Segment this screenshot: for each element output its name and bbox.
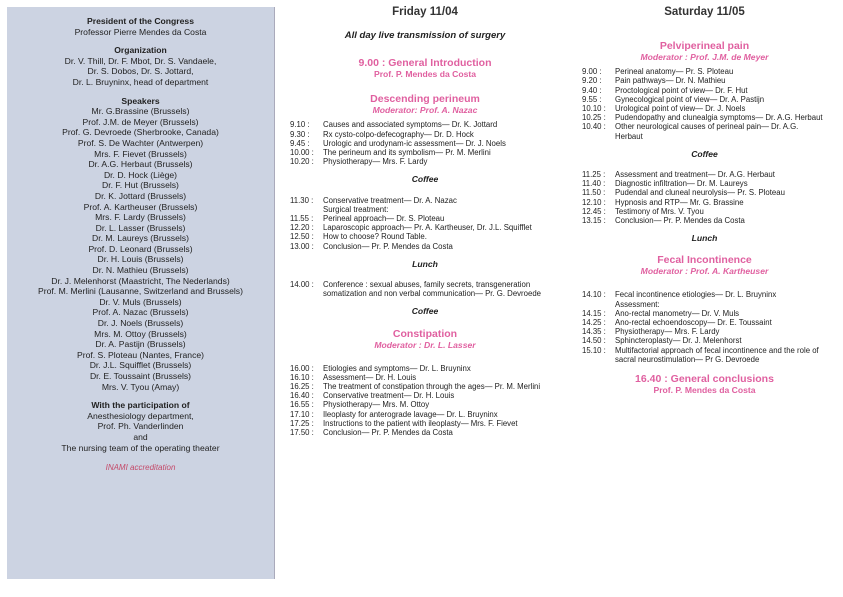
program-item [290,223,560,232]
program-item [582,309,827,318]
coffee-break-2: Coffee [411,306,439,317]
program-time: 16.00 : [290,363,314,373]
program-description: Laparoscopic approach— Pr. A. Kartheuser, Dr. J.L. Squifflet [323,223,532,233]
name-line: Mrs. M. Ottoy (Brussels) [94,328,187,339]
program-item [582,290,827,299]
program-item [290,364,560,373]
speakers-heading: Speakers [121,95,160,106]
program-description: Physiotherapy— Mrs. M. Ottoy [323,400,430,410]
president-section [7,16,274,37]
program-item [290,280,560,298]
friday-day-title: Friday 11/04 [392,6,458,18]
program-description: Ano-rectal echoendoscopy— Dr. E. Toussaint [615,318,772,328]
program-time: 13.15 : [582,216,606,226]
program-item [582,170,827,179]
inami-accreditation: INAMI accreditation [105,463,176,473]
program-item [290,391,560,400]
program-description: Proctological point of view— Dr. F. Hut [615,85,748,95]
program-description: The treatment of constipation through the ages— Pr. M. Merlini [323,382,541,392]
program-time: 13.00 : [290,241,314,251]
program-description: Physiotherapy— Mrs. F. Lardy [323,157,428,167]
program-time: 12.10 : [582,197,606,207]
program-item [582,198,827,207]
name-line: Prof. A. Nazac (Brussels) [92,307,189,318]
name-line: The nursing team of the operating theater [61,442,220,453]
name-line: Dr. V. Muls (Brussels) [99,296,182,307]
program-time: 11.50 : [582,188,606,198]
program-item [290,419,560,428]
program-item [290,157,560,166]
intro-moderator: Prof. P. Mendes da Costa [373,69,477,80]
name-line: Prof. S. Ploteau (Nantes, France) [76,349,205,360]
program-description: The perineum and its symbolism— Pr. M. Merlini [323,148,491,158]
program-item [582,318,827,327]
program-time: 9.20 : [582,76,602,86]
name-line: Mrs. F. Lardy (Brussels) [95,212,186,223]
saturday-day-title: Saturday 11/05 [664,6,745,18]
name-line: and [133,431,148,442]
name-line: Prof. Ph. Vanderlinden [97,421,184,432]
name-line: Mrs. V. Tyou (Amay) [101,381,180,392]
intro-title: 9.00 : General Introduction [358,57,492,70]
name-line: Dr. N. Mathieu (Brussels) [92,265,189,276]
program-description: Ileoplasty for anterograde lavage— Dr. L. Bruyninx [323,409,498,419]
program-description: Instructions to the patient with ileoplasty— Mrs. F. Fievet [323,418,518,428]
program-description: Conclusion— Pr. P. Mendes da Costa [323,428,453,438]
program-item [582,104,827,113]
name-line: Mrs. F. Fievet (Brussels) [94,148,187,159]
program-time: 9.55 : [582,94,602,104]
program-description: Physiotherapy— Mrs. F. Lardy [615,327,720,337]
program-time [582,300,615,309]
program-item [290,205,560,214]
conclusions-title: 16.40 : General conclusions [635,373,774,386]
program-item [582,76,827,85]
program-description: How to choose? Round Table. [323,232,427,242]
program-time: 17.10 : [290,409,314,419]
program-time: 10.40 : [582,122,606,132]
program-item [582,95,827,104]
name-line: Dr. A. Pastijn (Brussels) [95,339,186,350]
name-line: Prof. S. De Wachter (Antwerpen) [77,137,204,148]
program-description: Assessment: [615,299,660,309]
program-item [290,148,560,157]
program-description: Conference : sexual abuses, family secrets, transgeneration somatization and non verbal communication— Pr. G. Devroede [323,280,541,299]
program-time: 14.15 : [582,308,606,318]
president-name: Professor Pierre Mendes da Costa [74,26,207,37]
program-description: Perineal anatomy— Pr. S. Ploteau [615,67,734,77]
program-time: 11.25 : [582,170,606,180]
descending-moderator: Moderator: Prof. A. Nazac [372,105,478,116]
name-line: Anesthesiology department, [87,410,194,421]
name-line: Dr. D. Hock (Liège) [103,169,178,180]
program-time [290,205,323,214]
program-description: Rx cysto-colpo-defecography— Dr. D. Hock [323,129,474,139]
pelvi-moderator: Moderator : Prof. J.M. de Meyer [640,52,769,63]
program-item [290,214,560,223]
program-item [582,327,827,336]
participation-list [7,411,274,453]
friday-column [290,8,560,437]
speakers-section [7,96,274,393]
program-time: 12.50 : [290,232,314,242]
surgery-program [290,196,560,251]
fecal-title: Fecal Incontinence [657,254,752,267]
program-item [290,130,560,139]
program-description: Diagnostic infiltration— Dr. M. Laureys [615,179,748,189]
coffee-break-1: Coffee [411,174,439,185]
program-time: 16.10 : [290,372,314,382]
program-item [290,120,560,129]
saturday-coffee-break: Coffee [691,148,718,159]
name-line: Dr. F. Hut (Brussels) [102,180,179,191]
program-description: Ano-rectal manometry— Dr. V. Muls [615,308,740,318]
name-line: Dr. J.L. Squifflet (Brussels) [89,360,192,371]
name-line: Prof. J.M. de Meyer (Brussels) [82,116,199,127]
program-time: 9.45 : [290,138,310,148]
program-description: Perineal approach— Dr. S. Ploteau [323,214,445,224]
program-time: 12.20 : [290,223,314,233]
organization-section [7,45,274,87]
program-time: 14.35 : [582,327,606,337]
program-time: 16.55 : [290,400,314,410]
name-line: Dr. J. Noels (Brussels) [97,318,184,329]
program-item [582,300,827,309]
speakers-list [7,106,274,392]
program-item [582,113,827,122]
program-description: Other neurological causes of perineal pain— Dr. A.G. Herbaut [615,122,799,141]
program-description: Pudendopathy and clunealgia symptoms— Dr. A.G. Herbaut [615,113,823,123]
program-item [582,67,827,76]
name-line: Prof. A. Kartheuser (Brussels) [83,201,198,212]
name-line: Prof. D. Leonard (Brussels) [88,243,193,254]
participation-heading: With the participation of [91,400,190,411]
program-time: 14.25 : [582,318,606,328]
program-time: 16.25 : [290,382,314,392]
name-line: Dr. L. Lasser (Brussels) [95,222,186,233]
program-item [290,428,560,437]
program-time: 10.10 : [582,104,606,114]
program-description: Assessment and treatment— Dr. A.G. Herbaut [615,170,775,180]
program-item [582,336,827,345]
name-line: Dr. A.G. Herbaut (Brussels) [88,159,193,170]
conclusions-moderator: Prof. P. Mendes da Costa [653,385,756,396]
program-item [290,242,560,251]
live-transmission-note: All day live transmission of surgery [344,30,506,42]
program-description: Causes and associated symptoms— Dr. K. Jottard [323,120,498,130]
program-description: Assessment— Dr. H. Louis [323,372,417,382]
conference-program [290,280,560,298]
program-time: 11.30 : [290,195,314,205]
program-item [290,232,560,241]
program-time: 12.45 : [582,206,606,216]
name-line: Dr. J. Melenhorst (Maastricht, The Nederlands) [51,275,230,286]
constipation-title: Constipation [392,327,458,340]
participation-section [7,400,274,453]
program-item [582,346,827,364]
program-description: Conservative treatment— Dr. A. Nazac [323,195,457,205]
name-line: Dr. E. Toussaint (Brussels) [89,371,192,381]
lunch-break: Lunch [412,258,438,269]
name-line: Dr. K. Jottard (Brussels) [94,190,187,201]
descending-program [290,120,560,166]
program-item [290,382,560,391]
program-time: 17.25 : [290,418,314,428]
program-description: Pain pathways— Dr. N. Mathieu [615,76,726,86]
program-description: Multifactorial approach of fecal incontinence and the role of sacral neurostimulation— Pr G. Devroede [615,345,819,364]
name-line: Dr. L. Bruyninx, head of department [72,76,209,87]
program-item [290,373,560,382]
name-line: Mr. G.Brassine (Brussels) [91,106,190,117]
program-description: Conservative treatment— Dr. H. Louis [323,391,455,401]
program-description: Etiologies and symptoms— Dr. L. Bruyninx [323,363,471,373]
program-description: Sphincteroplasty— Dr. J. Melenhorst [615,336,742,346]
descending-title: Descending perineum [370,93,480,106]
program-item [582,216,827,225]
saturday-column [582,8,827,400]
program-item [290,410,560,419]
pelvi-title: Pelviperineal pain [659,40,750,53]
program-description: Conclusion— Pr. P. Mendes da Costa [323,241,453,251]
name-line: Prof. M. Merlini (Lausanne, Switzerland and Brussels) [38,286,243,297]
constipation-moderator: Moderator : Dr. L. Lasser [374,339,476,350]
president-heading: President of the Congress [87,16,194,26]
program-time: 10.00 : [290,148,314,158]
program-time: 15.10 : [582,345,606,355]
program-time: 14.50 : [582,336,606,346]
program-description: Conclusion— Pr. P. Mendes da Costa [615,216,745,226]
program-description: Fecal incontinence etiologies— Dr. L. Bruyninx [615,290,777,300]
program-description: Hypnosis and RTP— Mr. G. Brassine [615,197,744,207]
program-time: 9.40 : [582,85,602,95]
name-line: Dr. H. Louis (Brussels) [97,254,184,265]
program-time: 11.40 : [582,179,606,189]
program-time: 10.20 : [290,157,314,167]
organization-list [7,56,274,88]
organization-heading: Organization [114,45,167,56]
name-line: Dr. V. Thill, Dr. F. Mbot, Dr. S. Vandaele, [64,55,217,66]
program-description: Pudendal and cluneal neurolysis— Pr. S. Ploteau [615,188,785,198]
left-panel [7,7,275,579]
pelvi-program [582,67,827,141]
program-time: 14.10 : [582,290,606,300]
name-line: Dr. S. Dobos, Dr. S. Jottard, [87,66,194,77]
constipation-program [290,364,560,438]
program-item [582,207,827,216]
program-description: Surgical treatment: [323,204,389,214]
program-item [582,86,827,95]
name-line: Prof. G. Devroede (Sherbrooke, Canada) [62,127,219,138]
fecal-program [582,290,827,364]
program-description: Urologic and urodynam-ic assessment— Dr. J. Noels [323,138,506,148]
treatment-program [582,170,827,225]
program-time: 16.40 : [290,391,314,401]
fecal-moderator: Moderator : Prof. A. Kartheuser [640,266,769,277]
program-item [582,122,827,140]
program-time: 17.50 : [290,428,314,438]
program-time: 14.00 : [290,280,314,290]
program-item [290,400,560,409]
program-item [582,179,827,188]
program-time: 9.30 : [290,129,310,139]
program-description: Testimony of Mrs. V. Tyou [615,206,704,216]
program-time: 10.25 : [582,113,606,123]
saturday-lunch-break: Lunch [691,233,718,244]
program-description: Urological point of view— Dr. J. Noels [615,104,746,114]
program-time: 9.10 : [290,120,310,130]
name-line: Dr. M. Laureys (Brussels) [92,233,189,244]
program-description: Gynecological point of view— Dr. A. Pastijn [615,94,765,104]
program-time: 11.55 : [290,214,314,224]
program-item [290,196,560,205]
program-item [290,139,560,148]
program-item [582,188,827,197]
program-time: 9.00 : [582,67,602,77]
